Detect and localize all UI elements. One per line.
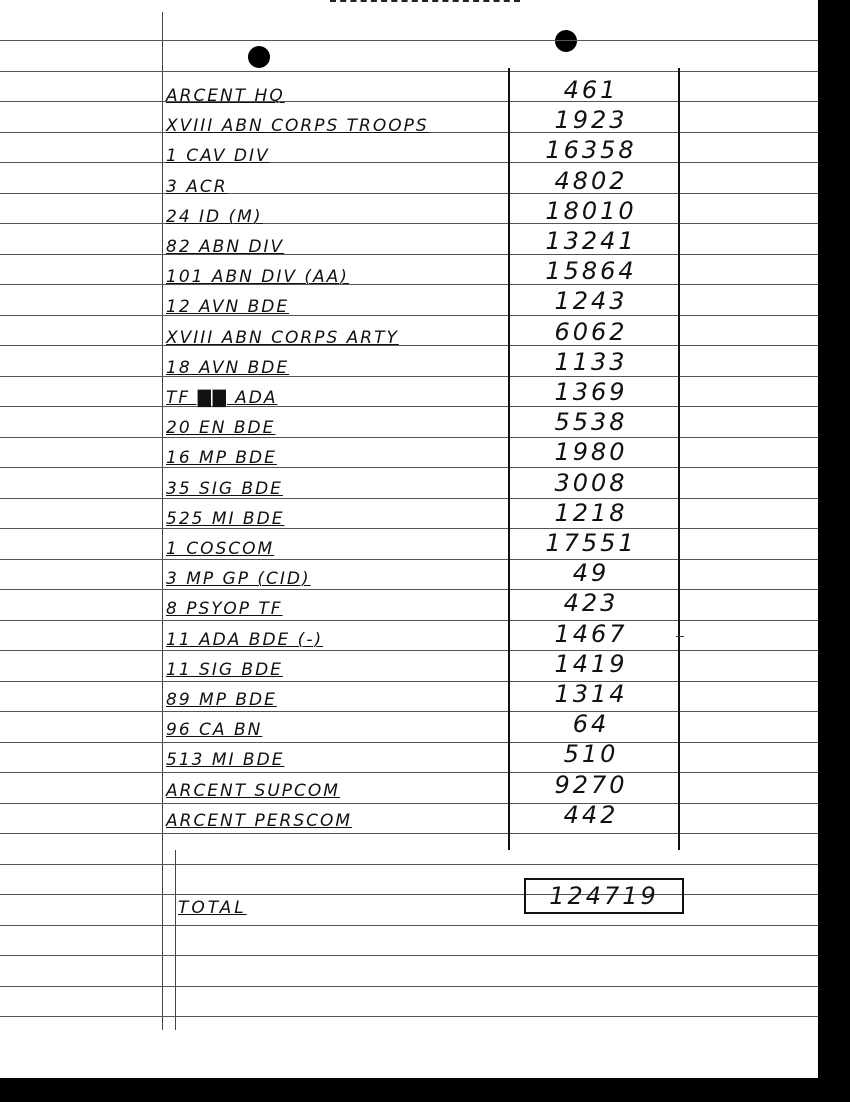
unit-label: 101 ABN DIV (AA) bbox=[166, 267, 349, 287]
unit-label: ARCENT SUPCOM bbox=[166, 781, 340, 801]
unit-count: 1133 bbox=[554, 348, 628, 376]
unit-count: 15864 bbox=[545, 257, 637, 285]
ruled-line bbox=[0, 833, 818, 834]
unit-count: 510 bbox=[563, 740, 619, 768]
ruled-line bbox=[0, 772, 818, 773]
ruled-line bbox=[0, 894, 818, 895]
ruled-line bbox=[0, 955, 818, 956]
ruled-line bbox=[0, 711, 818, 712]
unit-count: 5538 bbox=[554, 408, 628, 436]
binder-hole-icon bbox=[555, 30, 577, 52]
ruled-line bbox=[0, 528, 818, 529]
unit-count: 6062 bbox=[554, 318, 628, 346]
unit-count: 1314 bbox=[554, 680, 628, 708]
unit-count: 442 bbox=[563, 801, 619, 829]
ruled-line bbox=[0, 467, 818, 468]
unit-count: 1419 bbox=[554, 650, 628, 678]
ruled-line bbox=[0, 376, 818, 377]
unit-label: 96 CA BN bbox=[166, 720, 263, 740]
ruled-line bbox=[0, 681, 818, 682]
unit-label: 35 SIG BDE bbox=[166, 479, 283, 499]
ruled-line bbox=[0, 193, 818, 194]
unit-count: 423 bbox=[563, 589, 619, 617]
margin-line bbox=[162, 12, 163, 1030]
ruled-line bbox=[0, 803, 818, 804]
unit-label: 82 ABN DIV bbox=[166, 237, 285, 257]
unit-label: XVIII ABN CORPS TROOPS bbox=[166, 116, 429, 136]
ruled-line bbox=[0, 589, 818, 590]
unit-count: 16358 bbox=[545, 136, 637, 164]
ruled-line bbox=[0, 315, 818, 316]
unit-count: 18010 bbox=[545, 197, 637, 225]
unit-count: 13241 bbox=[545, 227, 637, 255]
unit-label: 3 ACR bbox=[166, 177, 228, 197]
unit-label: 513 MI BDE bbox=[166, 750, 285, 770]
ruled-line bbox=[0, 986, 818, 987]
ruled-line bbox=[0, 742, 818, 743]
ruled-line bbox=[0, 925, 818, 926]
unit-count: 3008 bbox=[554, 469, 628, 497]
unit-label: 20 EN BDE bbox=[166, 418, 276, 438]
unit-count: 17551 bbox=[545, 529, 637, 557]
ruled-line bbox=[0, 864, 818, 865]
ruled-line bbox=[0, 406, 818, 407]
ruled-line bbox=[0, 650, 818, 651]
ruled-line bbox=[0, 223, 818, 224]
ruled-line bbox=[0, 71, 818, 72]
unit-count: 64 bbox=[572, 710, 610, 738]
unit-label: 1 CAV DIV bbox=[166, 146, 270, 166]
scan-edge-right bbox=[818, 0, 850, 1102]
unit-label: 525 MI BDE bbox=[166, 509, 285, 529]
total-label: TOTAL bbox=[178, 898, 247, 918]
ruled-line bbox=[0, 498, 818, 499]
unit-label: 12 AVN BDE bbox=[166, 297, 290, 317]
unit-count: 1218 bbox=[554, 499, 628, 527]
total-value: 124719 bbox=[524, 878, 684, 914]
stray-mark bbox=[676, 636, 684, 637]
unit-count: 461 bbox=[563, 76, 619, 104]
unit-label: ARCENT PERSCOM bbox=[166, 811, 353, 831]
unit-count: 1467 bbox=[554, 620, 628, 648]
scan-edge-bottom bbox=[0, 1078, 850, 1102]
ruled-line bbox=[0, 437, 818, 438]
unit-count: 4802 bbox=[554, 167, 628, 195]
unit-count: 9270 bbox=[554, 771, 628, 799]
unit-label: 24 ID (M) bbox=[166, 207, 263, 227]
unit-label: TF ▇▇ ADA bbox=[166, 388, 278, 408]
unit-label: 8 PSYOP TF bbox=[166, 599, 283, 619]
unit-label: 1 COSCOM bbox=[166, 539, 275, 559]
unit-label: ARCENT HQ bbox=[166, 86, 285, 106]
ruled-line bbox=[0, 1016, 818, 1017]
unit-count: 1243 bbox=[554, 287, 628, 315]
unit-label: XVIII ABN CORPS ARTY bbox=[166, 328, 399, 348]
unit-label: 3 MP GP (CID) bbox=[166, 569, 311, 589]
unit-label: 11 SIG BDE bbox=[166, 660, 283, 680]
unit-count: 49 bbox=[572, 559, 610, 587]
ruled-line bbox=[0, 101, 818, 102]
ruled-line bbox=[0, 559, 818, 560]
ruled-line bbox=[0, 284, 818, 285]
unit-count: 1923 bbox=[554, 106, 628, 134]
ruled-line bbox=[0, 254, 818, 255]
ruled-line bbox=[0, 162, 818, 163]
binder-hole-icon bbox=[248, 46, 270, 68]
ruled-line bbox=[0, 40, 818, 41]
unit-label: 11 ADA BDE (-) bbox=[166, 630, 324, 650]
unit-label: 18 AVN BDE bbox=[166, 358, 290, 378]
unit-label: 16 MP BDE bbox=[166, 448, 277, 468]
top-scrawl-mark bbox=[330, 0, 520, 8]
unit-count: 1369 bbox=[554, 378, 628, 406]
ruled-line bbox=[0, 345, 818, 346]
unit-label: 89 MP BDE bbox=[166, 690, 277, 710]
unit-count: 1980 bbox=[554, 438, 628, 466]
margin-line-lower bbox=[175, 850, 176, 1030]
ruled-line bbox=[0, 620, 818, 621]
